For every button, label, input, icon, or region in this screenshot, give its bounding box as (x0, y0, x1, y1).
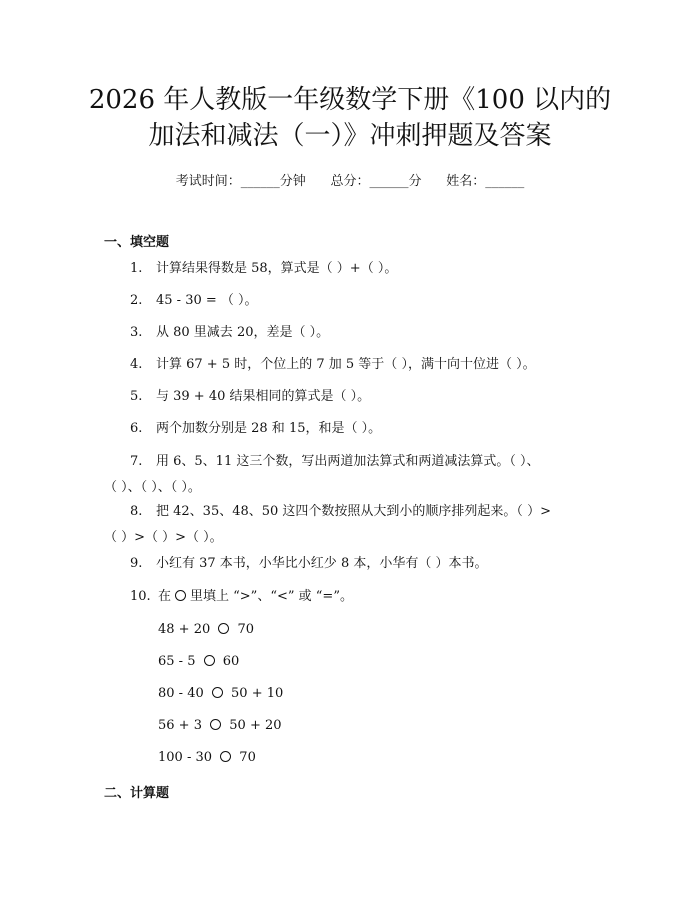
answer-circle-icon (210, 719, 221, 730)
question-number: 4. (130, 357, 143, 372)
compare-right: 60 (222, 654, 240, 669)
question-text-continued: （ ）>（ ）>（ ）。 (104, 530, 223, 545)
compare-item-1 (158, 622, 254, 637)
section-heading-fill-blank: 一、填空题 (104, 235, 170, 250)
compare-left: 65 - 5 (158, 654, 196, 669)
question-text: 小红有 37 本书，小华比小红少 8 本，小华有（ ）本书。 (156, 556, 488, 571)
question-4 (104, 352, 594, 378)
compare-item-5 (158, 750, 256, 765)
answer-circle-icon (212, 687, 223, 698)
compare-left: 100 - 30 (158, 750, 213, 765)
question-9 (104, 551, 594, 577)
compare-right: 70 (237, 622, 255, 637)
question-text: 两个加数分别是 28 和 15，和是（ ）。 (156, 421, 382, 436)
question-text: 与 39 + 40 结果相同的算式是（ ）。 (156, 389, 371, 404)
question-text: 用 6、5、11 这三个数，写出两道加法算式和两道减法算式。（ ）、 (156, 454, 540, 469)
question-number: 1. (130, 261, 143, 276)
question-text: 把 42、35、48、50 这四个数按照从大到小的顺序排列起来。（ ）> (156, 504, 551, 519)
question-2 (104, 288, 594, 314)
compare-right: 70 (239, 750, 256, 765)
compare-right: 50 + 20 (229, 718, 282, 733)
question-number: 2. (130, 293, 143, 308)
question-text: 在 (158, 589, 172, 604)
question-6 (104, 416, 594, 442)
compare-left: 80 - 40 (158, 686, 204, 701)
answer-circle-icon (220, 751, 231, 762)
question-10 (104, 584, 594, 610)
compare-left: 56 + 3 (158, 718, 202, 733)
compare-item-2 (158, 654, 239, 669)
question-text: 计算结果得数是 58，算式是（ ）+（ ）。 (156, 261, 398, 276)
question-text: 计算 67 + 5 时，个位上的 7 加 5 等于（ ），满十向十位进（ ）。 (156, 357, 536, 372)
compare-left: 48 + 20 (158, 622, 211, 637)
question-number: 9. (130, 556, 143, 571)
question-number: 7. (130, 454, 143, 469)
question-number: 3. (130, 325, 143, 340)
section-heading-calculation: 二、计算题 (104, 786, 170, 801)
question-number: 5. (130, 389, 143, 404)
question-number: 10. (130, 589, 151, 604)
question-8 (104, 499, 594, 551)
page-title-line-1: 2026 年人教版一年级数学下册《100 以内的 (88, 85, 612, 115)
answer-circle-icon (204, 655, 215, 666)
question-1 (104, 256, 594, 282)
question-3 (104, 320, 594, 346)
question-5 (104, 384, 594, 410)
compare-item-3 (158, 686, 283, 701)
answer-circle-icon (218, 623, 229, 634)
page-title-line-2: 加法和减法（一）》冲刺押题及答案 (148, 121, 552, 151)
compare-right: 50 + 10 (231, 686, 284, 701)
question-number: 8. (130, 504, 143, 519)
question-7 (104, 449, 594, 501)
exam-meta: 考试时间：______分钟 总分：______分 姓名：______ (175, 174, 525, 189)
question-text: 从 80 里减去 20，差是（ ）。 (156, 325, 330, 340)
question-text: 45 - 30 = （ ）。 (156, 293, 258, 308)
question-text-continued: （ ）、（ ）、（ ）。 (104, 480, 201, 495)
compare-item-4 (158, 718, 282, 733)
answer-circle-icon (175, 590, 186, 601)
question-number: 6. (130, 421, 143, 436)
question-text: 里填上 “>”、“<” 或 “=”。 (190, 589, 353, 604)
